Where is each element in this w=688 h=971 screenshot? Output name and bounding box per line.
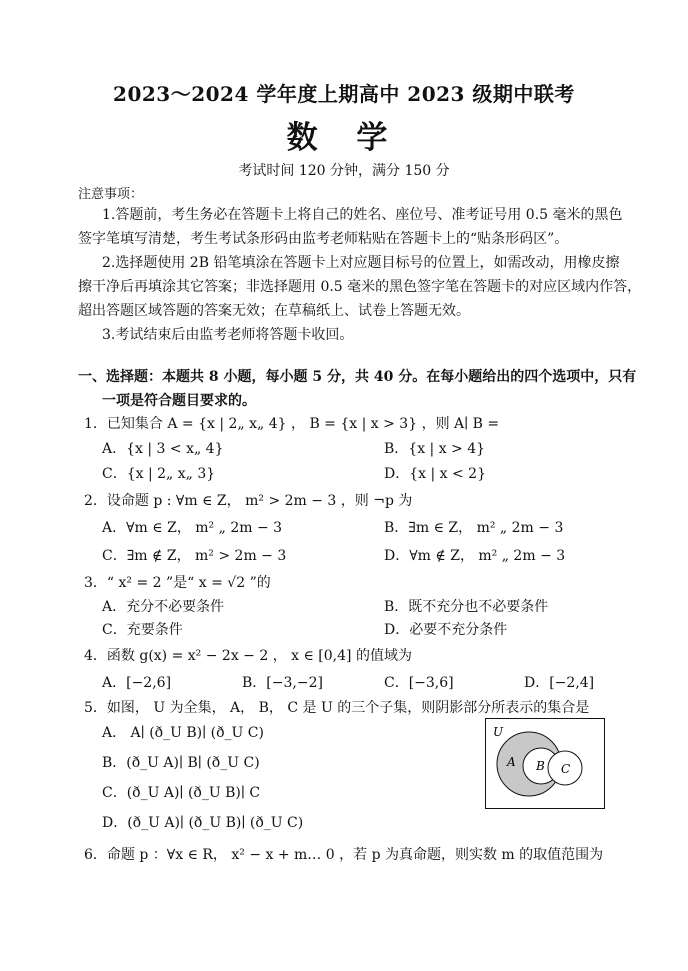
option-1a: A．{x | 3 < x„ 4} [102,441,224,457]
question-1: 1．已知集合 A = {x | 2„ x„ 4} ， B = {x | x > 3} ，则 A∣ B = [84,416,500,432]
option-2b: B．∃m ∈ Z， m² „ 2m − 3 [384,520,564,536]
option-4a: A．[−2,6] [102,675,172,691]
question-4: 4．函数 g(x) = x² − 2x − 2 ， x ∈ [0,4] 的值域为 [84,648,412,664]
section-heading: 一、选择题：本题共 8 小题，每小题 5 分，共 40 分。在每小题给出的四个选项中，只有 [78,369,637,385]
option-1c: C．{x | 2„ x„ 3} [102,466,216,482]
section-heading-cont: 一项是符合题目要求的。 [102,393,256,409]
option-4b: B．[−3,−2] [242,675,323,691]
notice-line: 1.答题前，考生务必在答题卡上将自己的姓名、座位号、准考证号用 0.5 毫米的黑色 [102,207,623,223]
option-2d: D．∀m ∉ Z， m² „ 2m − 3 [384,548,566,564]
notice-line: 签字笔填写清楚，考生考试条形码由监考老师粘贴在答题卡上的“贴条形码区”。 [78,231,569,247]
venn-label-b: B [536,759,545,773]
venn-label-u: U [493,725,504,739]
notice-line: 擦干净后再填涂其它答案；非选择题用 0.5 毫米的黑色签字笔在答题卡的对应区域内作答， [78,279,642,295]
notice-line: 3.考试结束后由监考老师将答题卡收回。 [102,327,354,343]
option-5b: B．(ð_U A)∣ B∣ (ð_U C) [102,755,260,771]
option-5d: D．(ð_U A)∣ (ð_U B)∣ (ð_U C) [102,815,304,831]
option-5c: C．(ð_U A)∣ (ð_U B)∣ C [102,785,261,801]
option-3d: D．必要不充分条件 [384,622,508,638]
option-4d: D．[−2,4] [524,675,595,691]
option-3b: B．既不充分也不必要条件 [384,599,549,615]
option-1b: B．{x | x > 4} [384,441,486,457]
option-1d: D．{x | x < 2} [384,466,486,482]
option-2c: C．∃m ∉ Z， m² > 2m − 3 [102,548,287,564]
venn-diagram [485,718,605,809]
notice-line: 2.选择题使用 2B 铅笔填涂在答题卡上对应题目标号的位置上，如需改动，用橡皮擦 [102,255,620,271]
option-2a: A．∀m ∈ Z， m² „ 2m − 3 [102,520,283,536]
venn-label-a: A [507,755,516,769]
option-4c: C．[−3,6] [384,675,454,691]
question-3: 3．“ x² = 2 ”是“ x = √2 ”的 [84,575,271,591]
option-3c: C．充要条件 [102,622,183,638]
question-5: 5．如图， U 为全集， A， B， C 是 U 的三个子集，则阴影部分所表示的集合是 [84,700,590,716]
question-6: 6．命题 p ：∀x ∈ R， x² − x + m… 0 ，若 p 为真命题，则实数 m 的取值范围为 [84,847,604,863]
option-5a: A． A∣ (ð_U B)∣ (ð_U C) [102,725,264,741]
notice-line: 超出答题区域答题的答案无效；在草稿纸上、试卷上答题无效。 [78,303,470,319]
notice-heading: 注意事项： [78,187,144,202]
exam-info: 考试时间 120 分钟，满分 150 分 [238,163,450,179]
venn-label-c: C [561,762,571,776]
option-3a: A．充分不必要条件 [102,599,225,615]
subject-title: 数 学 [286,120,402,156]
exam-title: 2023～2024 学年度上期高中 2023 级期中联考 [113,82,575,106]
question-2: 2．设命题 p : ∀m ∈ Z， m² > 2m − 3 ，则 ¬p 为 [84,493,413,509]
